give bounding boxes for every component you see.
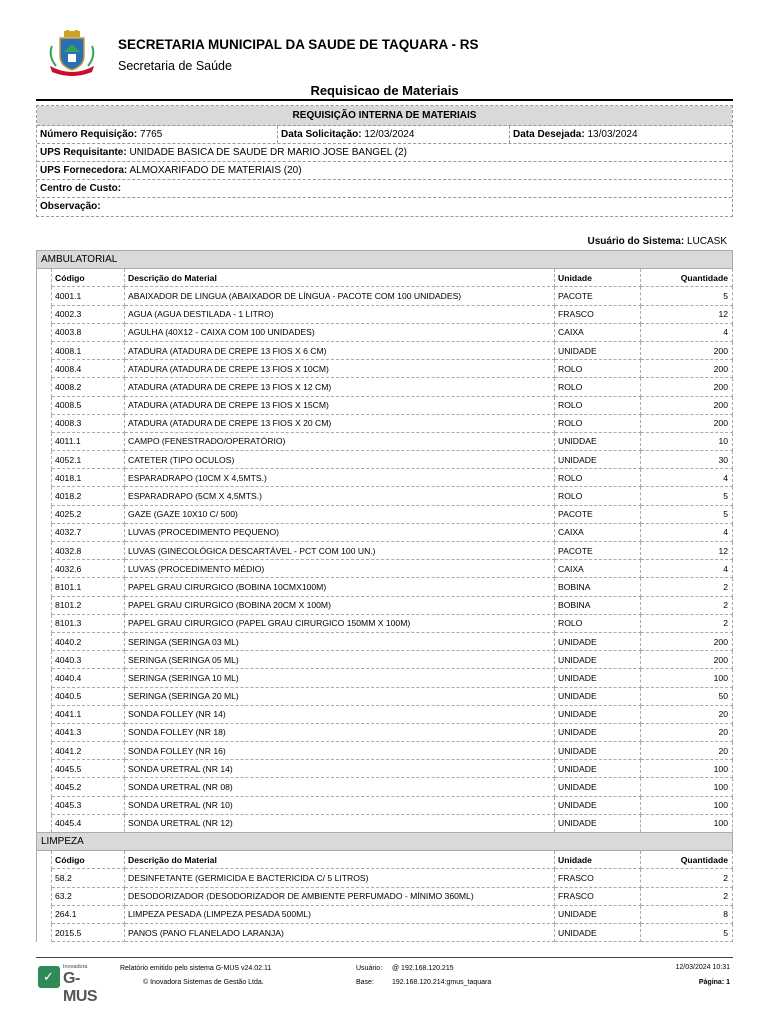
item-quantity: 2 [641,887,733,905]
column-header-description: Descrição do Material [125,851,555,869]
footer-divider [36,957,733,958]
item-description: SONDA URETRAL (NR 10) [125,796,555,814]
materials-table-body [37,251,733,942]
indent-cell [37,778,52,796]
item-unit: UNIDADE [555,905,641,923]
item-quantity: 100 [641,669,733,687]
item-description: LUVAS (PROCEDIMENTO PEQUENO) [125,523,555,541]
indent-cell [37,669,52,687]
table-row [37,542,733,560]
indent-cell [37,705,52,723]
table-row [37,687,733,705]
item-unit: UNIDADE [555,669,641,687]
indent-cell [37,323,52,341]
item-unit: UNIDDAE [555,432,641,450]
item-quantity: 5 [641,923,733,941]
item-quantity: 4 [641,469,733,487]
indent-cell [37,742,52,760]
item-quantity: 5 [641,287,733,305]
item-quantity: 20 [641,742,733,760]
item-unit: UNIDADE [555,723,641,741]
indent-cell [37,287,52,305]
item-description: DESINFETANTE (GERMICIDA E BACTERICIDA C/ 5 LITROS) [125,869,555,887]
table-row [37,287,733,305]
numero-value: 7765 [140,129,163,140]
item-code: 4032.8 [52,542,125,560]
ups-fornecedora-value: ALMOXARIFADO DE MATERIAIS (20) [129,165,302,176]
item-quantity: 2 [641,869,733,887]
table-row [37,596,733,614]
column-header-code: Código [52,269,125,287]
item-description: ESPARADRAPO (10CM X 4,5MTS.) [125,469,555,487]
table-row [37,887,733,905]
indent-cell [37,578,52,596]
indent-cell [37,378,52,396]
item-unit: ROLO [555,469,641,487]
data-desejada-value: 13/03/2024 [587,129,638,140]
table-row [37,723,733,741]
item-unit: FRASCO [555,305,641,323]
footer-base-value: 192.168.120.214:gmus_taquara [392,979,492,986]
data-solicitacao-label: Data Solicitação: [281,129,362,140]
table-row [37,469,733,487]
item-code: 4008.5 [52,396,125,414]
item-quantity: 5 [641,487,733,505]
item-quantity: 8 [641,905,733,923]
footer-report-line: Relatório emitido pelo sistema G-MUS v24.02.11 [120,965,272,972]
indent-cell [37,542,52,560]
data-solicitacao-value: 12/03/2024 [364,129,415,140]
item-description: SONDA FOLLEY (NR 14) [125,705,555,723]
item-quantity: 200 [641,396,733,414]
item-description: ESPARADRAPO (5CM X 4,5MTS.) [125,487,555,505]
logo-small-text: Inovadora [63,964,88,970]
item-description: LIMPEZA PESADA (LIMPEZA PESADA 500ML) [125,905,555,923]
table-row [37,487,733,505]
item-code: 4040.3 [52,651,125,669]
item-code: 4001.1 [52,287,125,305]
item-code: 4045.5 [52,760,125,778]
gmus-logo-icon: ✓ [38,966,60,988]
group-header-row [37,251,733,269]
table-row [37,578,733,596]
table-row [37,323,733,341]
table-row [37,814,733,832]
info-row-ups-requisitante [37,144,732,162]
item-description: LUVAS (GINECOLÓGICA DESCARTÁVEL - PCT COM 100 UN.) [125,542,555,560]
table-row [37,505,733,523]
info-row-ups-fornecedora [37,162,732,180]
item-description: ABAIXADOR DE LINGUA (ABAIXADOR DE LÍNGUA - PACOTE COM 100 UNIDADES) [125,287,555,305]
item-unit: UNIDADE [555,705,641,723]
indent-cell [37,432,52,450]
table-row [37,796,733,814]
item-quantity: 200 [641,651,733,669]
table-row [37,523,733,541]
item-code: 8101.1 [52,578,125,596]
item-unit: PACOTE [555,505,641,523]
indent-cell [37,905,52,923]
item-quantity: 200 [641,378,733,396]
item-unit: ROLO [555,396,641,414]
item-description: PAPEL GRAU CIRURGICO (BOBINA 10CMX100M) [125,578,555,596]
item-description: CAMPO (FENESTRADO/OPERATÓRIO) [125,432,555,450]
indent-cell [37,851,52,869]
item-description: SONDA FOLLEY (NR 18) [125,723,555,741]
item-quantity: 100 [641,796,733,814]
indent-cell [37,796,52,814]
data-desejada-field [509,126,732,143]
indent-cell [37,760,52,778]
item-code: 4008.3 [52,414,125,432]
item-description: ATADURA (ATADURA DE CREPE 13 FIOS X 20 CM) [125,414,555,432]
item-code: 4008.1 [52,341,125,359]
column-header-unit: Unidade [555,269,641,287]
table-row [37,669,733,687]
item-quantity: 20 [641,705,733,723]
info-row-centro-custo [37,180,732,198]
item-unit: ROLO [555,414,641,432]
item-description: ATADURA (ATADURA DE CREPE 13 FIOS X 12 CM) [125,378,555,396]
item-description: PANOS (PANO FLANELADO LARANJA) [125,923,555,941]
item-description: AGULHA (40X12 - CAIXA COM 100 UNIDADES) [125,323,555,341]
table-row [37,378,733,396]
column-header-description: Descrição do Material [125,269,555,287]
indent-cell [37,269,52,287]
item-description: ATADURA (ATADURA DE CREPE 13 FIOS X 6 CM) [125,341,555,359]
info-row-observacao [37,198,732,216]
indent-cell [37,614,52,632]
column-header-unit: Unidade [555,851,641,869]
footer-datetime: 12/03/2024 10:31 [675,964,730,971]
table-row [37,905,733,923]
item-quantity: 2 [641,596,733,614]
item-description: SONDA URETRAL (NR 14) [125,760,555,778]
logo-big-text: G-MUS [63,970,98,1005]
table-row [37,396,733,414]
item-description: SERINGA (SERINGA 03 ML) [125,632,555,650]
item-description: DESODORIZADOR (DESODORIZADOR DE AMBIENTE PERFUMADO - MÍNIMO 360ML) [125,887,555,905]
item-quantity: 50 [641,687,733,705]
item-code: 4008.4 [52,360,125,378]
group-header-row [37,833,733,851]
item-quantity: 2 [641,614,733,632]
item-quantity: 2 [641,578,733,596]
ups-requisitante-field [37,144,732,161]
indent-cell [37,887,52,905]
item-quantity: 4 [641,323,733,341]
item-code: 4025.2 [52,505,125,523]
item-quantity: 200 [641,341,733,359]
info-row-dates [37,126,732,144]
item-quantity: 30 [641,451,733,469]
item-code: 63.2 [52,887,125,905]
indent-cell [37,305,52,323]
indent-cell [37,814,52,832]
item-unit: FRASCO [555,887,641,905]
item-quantity: 200 [641,632,733,650]
table-row [37,360,733,378]
indent-cell [37,560,52,578]
item-code: 4040.2 [52,632,125,650]
indent-cell [37,923,52,941]
item-description: SERINGA (SERINGA 20 ML) [125,687,555,705]
item-code: 4002.3 [52,305,125,323]
column-header-code: Código [52,851,125,869]
item-code: 4003.8 [52,323,125,341]
indent-cell [37,596,52,614]
item-unit: UNIDADE [555,687,641,705]
item-quantity: 5 [641,505,733,523]
item-unit: UNIDADE [555,778,641,796]
column-header-quantity: Quantidade [641,269,733,287]
indent-cell [37,451,52,469]
footer-usuario-value: @ 192.168.120.215 [392,965,454,972]
item-code: 4032.6 [52,560,125,578]
column-header-quantity: Quantidade [641,851,733,869]
item-description: PAPEL GRAU CIRURGICO (PAPEL GRAU CIRURGICO 150MM X 100M) [125,614,555,632]
data-desejada-label: Data Desejada: [513,129,585,140]
footer-base-label: Base: [356,979,374,986]
item-description: SERINGA (SERINGA 10 ML) [125,669,555,687]
item-unit: UNIDADE [555,632,641,650]
table-row [37,305,733,323]
system-user-value: LUCASK [686,236,727,247]
footer-page-number: Página: 1 [698,979,730,986]
table-row [37,451,733,469]
item-code: 4040.4 [52,669,125,687]
table-row [37,869,733,887]
observacao-field [37,198,732,216]
item-code: 4040.5 [52,687,125,705]
item-code: 4018.1 [52,469,125,487]
item-code: 4041.3 [52,723,125,741]
ups-requisitante-label: UPS Requisitante: [40,147,127,158]
item-unit: UNIDADE [555,923,641,941]
table-row [37,432,733,450]
item-unit: PACOTE [555,542,641,560]
item-description: LUVAS (PROCEDIMENTO MÉDIO) [125,560,555,578]
item-description: CATETER (TIPO OCULOS) [125,451,555,469]
item-description: SONDA FOLLEY (NR 16) [125,742,555,760]
indent-cell [37,360,52,378]
centro-custo-label: Centro de Custo: [40,183,122,194]
item-code: 8101.2 [52,596,125,614]
item-description: AGUA (AGUA DESTILADA - 1 LITRO) [125,305,555,323]
item-code: 8101.3 [52,614,125,632]
item-code: 4045.3 [52,796,125,814]
item-unit: BOBINA [555,596,641,614]
item-code: 4018.2 [52,487,125,505]
table-row [37,341,733,359]
item-unit: ROLO [555,378,641,396]
indent-cell [37,505,52,523]
group-name: AMBULATORIAL [37,251,733,269]
indent-cell [37,396,52,414]
indent-cell [37,632,52,650]
table-row [37,778,733,796]
ups-requisitante-value: UNIDADE BASICA DE SAUDE DR MARIO JOSE BANGEL (2) [129,147,407,158]
item-code: 4045.2 [52,778,125,796]
indent-cell [37,469,52,487]
indent-cell [37,723,52,741]
item-code: 4041.2 [52,742,125,760]
item-unit: BOBINA [555,578,641,596]
observacao-label: Observação: [40,201,101,212]
org-subtitle: Secretaria de Saúde [118,59,232,73]
item-description: PAPEL GRAU CIRURGICO (BOBINA 20CM X 100M) [125,596,555,614]
table-row [37,632,733,650]
system-user [588,236,728,247]
table-row [37,742,733,760]
municipal-crest-icon [46,30,98,76]
item-unit: FRASCO [555,869,641,887]
item-code: 4041.1 [52,705,125,723]
table-row [37,560,733,578]
org-title: SECRETARIA MUNICIPAL DA SAUDE DE TAQUARA - RS [118,37,479,52]
column-header-row [37,851,733,869]
item-unit: PACOTE [555,287,641,305]
item-code: 4008.2 [52,378,125,396]
table-row [37,414,733,432]
table-row [37,651,733,669]
item-unit: UNIDADE [555,814,641,832]
item-unit: UNIDADE [555,742,641,760]
item-description: ATADURA (ATADURA DE CREPE 13 FIOS X 15CM) [125,396,555,414]
item-code: 264.1 [52,905,125,923]
item-unit: CAIXA [555,560,641,578]
table-row [37,760,733,778]
item-code: 4045.4 [52,814,125,832]
numero-label: Número Requisição: [40,129,138,140]
gmus-logo [38,964,110,1005]
item-description: SONDA URETRAL (NR 08) [125,778,555,796]
indent-cell [37,869,52,887]
item-unit: ROLO [555,360,641,378]
item-quantity: 4 [641,523,733,541]
table-row [37,923,733,941]
item-quantity: 20 [641,723,733,741]
item-quantity: 12 [641,305,733,323]
item-unit: UNIDADE [555,796,641,814]
item-code: 4032.7 [52,523,125,541]
footer-usuario-label: Usuário: [356,965,383,972]
item-quantity: 100 [641,760,733,778]
item-quantity: 10 [641,432,733,450]
item-quantity: 200 [641,414,733,432]
indent-cell [37,341,52,359]
item-quantity: 4 [641,560,733,578]
item-unit: ROLO [555,487,641,505]
item-description: ATADURA (ATADURA DE CREPE 13 FIOS X 10CM) [125,360,555,378]
item-unit: UNIDADE [555,341,641,359]
centro-custo-field [37,180,732,197]
data-solicitacao-field [277,126,509,143]
table-row [37,705,733,723]
item-quantity: 12 [641,542,733,560]
footer-copyright: © Inovadora Sistemas de Gestão Ltda. [143,979,264,986]
item-code: 4052.1 [52,451,125,469]
item-quantity: 100 [641,814,733,832]
item-unit: CAIXA [555,523,641,541]
ups-fornecedora-label: UPS Fornecedora: [40,165,128,176]
group-name: LIMPEZA [37,833,733,851]
requisition-info-box [36,105,733,217]
item-unit: UNIDADE [555,651,641,669]
info-section-title: REQUISIÇÃO INTERNA DE MATERIAIS [37,106,732,126]
item-quantity: 100 [641,778,733,796]
item-unit: ROLO [555,614,641,632]
item-quantity: 200 [641,360,733,378]
item-code: 4011.1 [52,432,125,450]
item-code: 58.2 [52,869,125,887]
item-description: GAZE (GAZE 10X10 C/ 500) [125,505,555,523]
ups-fornecedora-field [37,162,732,179]
document-title: Requisicao de Materiais [310,83,459,98]
indent-cell [37,414,52,432]
column-header-row [37,269,733,287]
item-unit: UNIDADE [555,451,641,469]
item-unit: UNIDADE [555,760,641,778]
indent-cell [37,651,52,669]
numero-requisicao-field [37,126,277,143]
table-row [37,614,733,632]
item-description: SONDA URETRAL (NR 12) [125,814,555,832]
materials-table [36,250,733,942]
indent-cell [37,523,52,541]
item-code: 2015.5 [52,923,125,941]
report-header [0,0,768,82]
item-unit: CAIXA [555,323,641,341]
title-divider [36,99,733,101]
item-description: SERINGA (SERINGA 05 ML) [125,651,555,669]
system-user-label: Usuário do Sistema: [587,236,685,247]
indent-cell [37,487,52,505]
indent-cell [37,687,52,705]
